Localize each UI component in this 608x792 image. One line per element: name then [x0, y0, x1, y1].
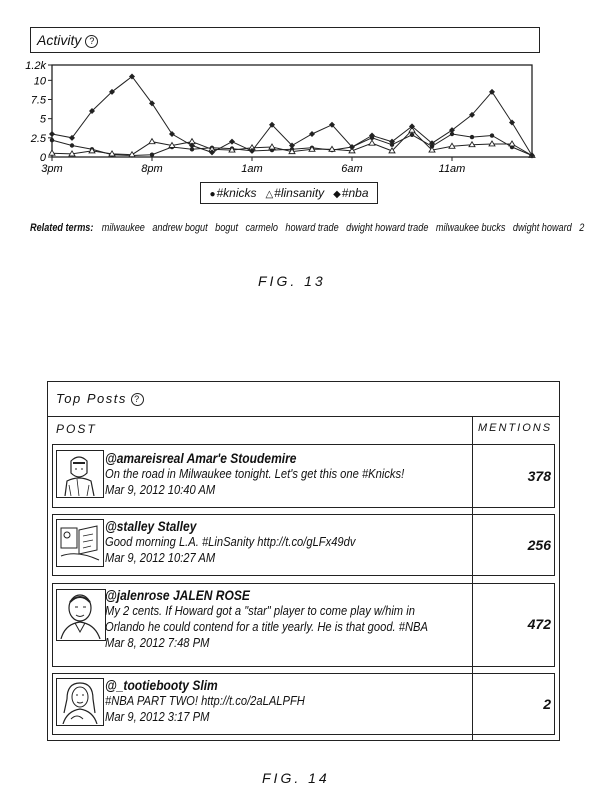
- point-linsanity: [509, 141, 515, 146]
- x-tick-label: 11am: [438, 163, 466, 175]
- post-mentions: 472: [527, 616, 551, 632]
- y-tick-label: 2.5: [30, 132, 46, 145]
- point-linsanity: [269, 144, 275, 149]
- related-term[interactable]: carmelo: [245, 222, 278, 234]
- legend-item-nba[interactable]: [333, 186, 368, 200]
- point-knicks: [150, 153, 154, 157]
- related-term[interactable]: bogut: [215, 222, 238, 234]
- post-mentions: 378: [527, 468, 551, 484]
- point-nba: [509, 120, 515, 126]
- related-terms: [30, 222, 592, 234]
- related-term[interactable]: milwaukee bucks: [435, 222, 506, 234]
- legend-label: #knicks: [216, 186, 257, 200]
- point-nba: [49, 131, 55, 137]
- top-posts-header: [48, 382, 559, 417]
- top-posts-panel: [47, 381, 560, 741]
- table-row[interactable]: [48, 514, 559, 576]
- x-tick-label: 1am: [241, 163, 263, 175]
- point-linsanity: [149, 139, 155, 144]
- activity-title-text: Activity: [37, 32, 82, 48]
- point-knicks: [410, 133, 414, 137]
- post-content: [105, 518, 525, 566]
- chart-legend: [200, 182, 378, 204]
- y-tick-label: 5: [39, 113, 46, 126]
- legend-item-knicks[interactable]: [209, 186, 256, 200]
- related-term[interactable]: dwight howard trade: [346, 222, 429, 234]
- related-term[interactable]: dwight howard: [512, 222, 572, 234]
- post-author[interactable]: @stalley Stalley: [105, 518, 197, 534]
- post-mentions: 2: [543, 696, 551, 712]
- avatar-portrait-icon: [57, 679, 102, 724]
- post-date: Mar 9, 2012 10:40 AM: [105, 482, 216, 497]
- related-term[interactable]: andrew bogut: [152, 222, 208, 234]
- x-tick-label: 3pm: [41, 163, 63, 175]
- post-date: Mar 8, 2012 7:48 PM: [105, 635, 210, 650]
- point-linsanity: [49, 150, 55, 155]
- x-tick-label: 6am: [341, 163, 363, 175]
- figure-caption-13: FIG. 13: [258, 273, 326, 289]
- activity-panel-header: [30, 27, 540, 53]
- related-term[interactable]: milwaukee: [101, 222, 145, 234]
- post-text: On the road in Milwaukee tonight. Let's get this one #Knicks!: [105, 466, 405, 481]
- table-row[interactable]: [48, 583, 559, 667]
- point-knicks: [70, 143, 74, 147]
- avatar[interactable]: [56, 589, 106, 641]
- related-terms-label: Related terms:: [30, 222, 94, 234]
- post-text: #NBA PART TWO! http://t.co/2aLALPFH: [105, 693, 305, 708]
- top-posts-title-text: Top Posts: [56, 391, 127, 406]
- post-content: [105, 450, 525, 498]
- y-tick-label: 10: [33, 75, 46, 88]
- legend-label: #linsanity: [274, 186, 325, 200]
- post-text: My 2 cents. If Howard got a "star" player to come play w/him in: [105, 603, 415, 618]
- point-linsanity: [489, 141, 495, 146]
- post-author[interactable]: @_tootiebooty Slim: [105, 677, 218, 693]
- post-date: Mar 9, 2012 3:17 PM: [105, 709, 210, 724]
- post-mentions: 256: [527, 537, 551, 553]
- help-icon[interactable]: ?: [85, 35, 98, 48]
- column-header-mentions: MENTIONS: [478, 422, 553, 434]
- legend-item-linsanity[interactable]: [265, 186, 324, 200]
- table-header: [48, 416, 559, 442]
- post-date: Mar 9, 2012 10:27 AM: [105, 550, 216, 565]
- point-knicks: [470, 135, 474, 139]
- point-nba: [309, 131, 315, 137]
- top-posts-title: [56, 391, 144, 406]
- point-nba: [169, 131, 175, 137]
- avatar-portrait-icon: [57, 451, 102, 496]
- avatar-sketch-icon: [57, 520, 102, 565]
- related-term[interactable]: howard trade: [285, 222, 339, 234]
- post-text: Good morning L.A. #LinSanity http://t.co/gLFx49dv: [105, 534, 356, 549]
- avatar[interactable]: [56, 450, 104, 498]
- y-tick-label: 7.5: [30, 94, 46, 107]
- help-icon[interactable]: ?: [131, 393, 144, 406]
- table-row[interactable]: [48, 673, 559, 735]
- point-nba: [229, 139, 235, 145]
- y-tick-label: 1.2k: [25, 60, 46, 72]
- table-row[interactable]: [48, 444, 559, 508]
- post-author[interactable]: @amareisreal Amar'e Stoudemire: [105, 450, 297, 466]
- avatar-portrait-icon: [57, 590, 104, 639]
- point-knicks: [50, 138, 54, 142]
- post-author[interactable]: @jalenrose JALEN ROSE: [105, 587, 250, 603]
- x-tick-label: 8pm: [141, 163, 163, 175]
- activity-chart: [0, 55, 608, 180]
- avatar[interactable]: [56, 519, 104, 567]
- avatar[interactable]: [56, 678, 104, 726]
- post-text: Orlando he could contend for a title yearly. He is that good. #NBA: [105, 619, 428, 634]
- figure-caption-14: FIG. 14: [262, 770, 330, 786]
- legend-label: #nba: [341, 186, 369, 200]
- knicks-marker-icon: ●: [209, 189, 216, 200]
- related-term[interactable]: 2: [579, 222, 585, 234]
- activity-title: [37, 32, 98, 48]
- point-knicks: [490, 133, 494, 137]
- y-tick-label: 0: [39, 152, 46, 164]
- nba-marker-icon: ◆: [333, 189, 341, 200]
- post-content: [105, 677, 525, 725]
- linsanity-marker-icon: △: [265, 189, 274, 200]
- column-header-post: POST: [56, 422, 97, 436]
- post-content: [105, 587, 525, 651]
- point-linsanity: [369, 140, 375, 145]
